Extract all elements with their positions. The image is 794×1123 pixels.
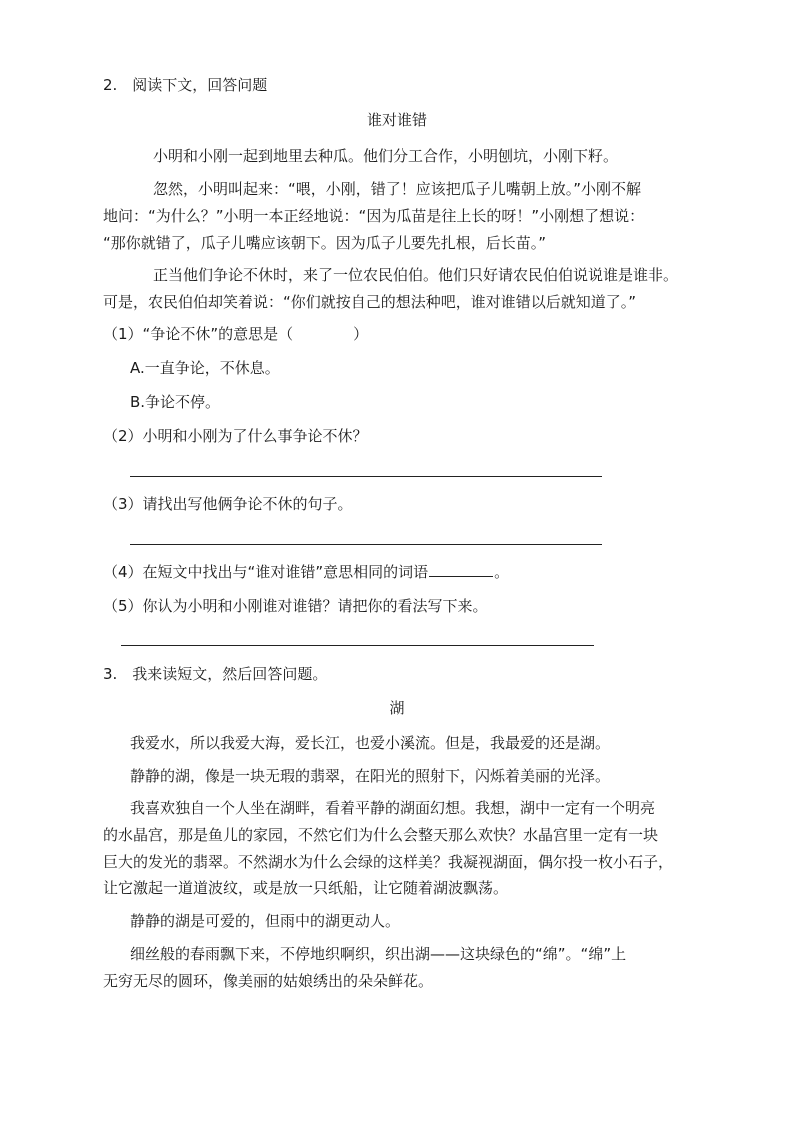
option-b: B.争论不停。: [130, 393, 221, 411]
answer-line-3[interactable]: [130, 544, 602, 545]
sub-question-4-text: （4）在短文中找出与“谁对谁错”意思相同的词语: [103, 563, 429, 581]
passage-paragraph: 忽然，小明叫起来：“喂，小刚，错了！应该把瓜子儿嘴朝上放。”小刚不解: [153, 180, 642, 198]
passage-paragraph: 细丝般的春雨飘下来，不停地织啊织，织出湖——这块绿色的“绵”。“绵”上: [130, 945, 627, 963]
passage-paragraph-continued: 地问：“为什么？”小明一本正经地说：“因为瓜苗是往上长的呀！”小刚想了想说：: [103, 207, 645, 225]
passage-paragraph-continued: 巨大的发光的翡翠。不然湖水为什么会绿的这样美？我凝视湖面，偶尔投一枚小石子，: [103, 853, 674, 871]
option-a: A.一直争论，不休息。: [130, 359, 280, 377]
passage-paragraph: 正当他们争论不休时，来了一位农民伯伯。他们只好请农民伯伯说说谁是谁非。: [153, 266, 679, 284]
question-2-heading: 2. 阅读下文，回答问题: [103, 76, 268, 94]
passage-paragraph-continued: “那你就错了，瓜子儿嘴应该朝下。因为瓜子儿要先扎根，后长苗。”: [103, 234, 547, 252]
answer-line-5[interactable]: [121, 645, 594, 646]
passage-title-who-is-right: 谁对谁错: [366, 111, 427, 129]
sub-question-4-end: 。: [494, 563, 510, 581]
passage-paragraph: 静静的湖是可爱的，但雨中的湖更动人。: [130, 912, 401, 930]
passage-paragraph-continued: 无穷无尽的圆环，像美丽的姑娘绣出的朵朵鲜花。: [103, 972, 434, 990]
sub-question-4: [103, 561, 509, 583]
sub-question-5: （5）你认为小明和小刚谁对谁错？请把你的看法写下来。: [103, 597, 488, 615]
passage-paragraph: 静静的湖，像是一块无瑕的翡翠，在阳光的照射下，闪烁着美丽的光泽。: [130, 767, 611, 785]
answer-line-2[interactable]: [130, 476, 602, 477]
answer-blank-4[interactable]: [429, 562, 493, 577]
passage-paragraph: 我喜欢独自一个人坐在湖畔，看着平静的湖面幻想。我想，湖中一定有一个明亮: [130, 799, 656, 817]
question-3-heading: 3. 我来读短文，然后回答问题。: [103, 665, 328, 683]
sub-question-2: （2）小明和小刚为了什么事争论不休？: [103, 427, 368, 445]
sub-question-3: （3）请找出写他俩争论不休的句子。: [103, 495, 353, 513]
passage-paragraph: 小明和小刚一起到地里去种瓜。他们分工合作，小明刨坑，小刚下籽。: [153, 147, 619, 165]
passage-title-lake: 湖: [389, 699, 405, 717]
passage-paragraph-continued: 让它激起一道道波纹，或是放一只纸船，让它随着湖波飘荡。: [103, 879, 509, 897]
passage-paragraph-continued: 的水晶宫，那是鱼儿的家园，不然它们为什么会整天那么欢快？水晶宫里一定有一块: [103, 826, 659, 844]
passage-paragraph: 我爱水，所以我爱大海，爱长江，也爱小溪流。但是，我最爱的还是湖。: [130, 734, 611, 752]
passage-paragraph-continued: 可是，农民伯伯却笑着说：“你们就按自己的想法种吧，谁对谁错以后就知道了。”: [103, 293, 637, 311]
sub-question-1: （1）“争论不休”的意思是（ ）: [103, 325, 369, 343]
